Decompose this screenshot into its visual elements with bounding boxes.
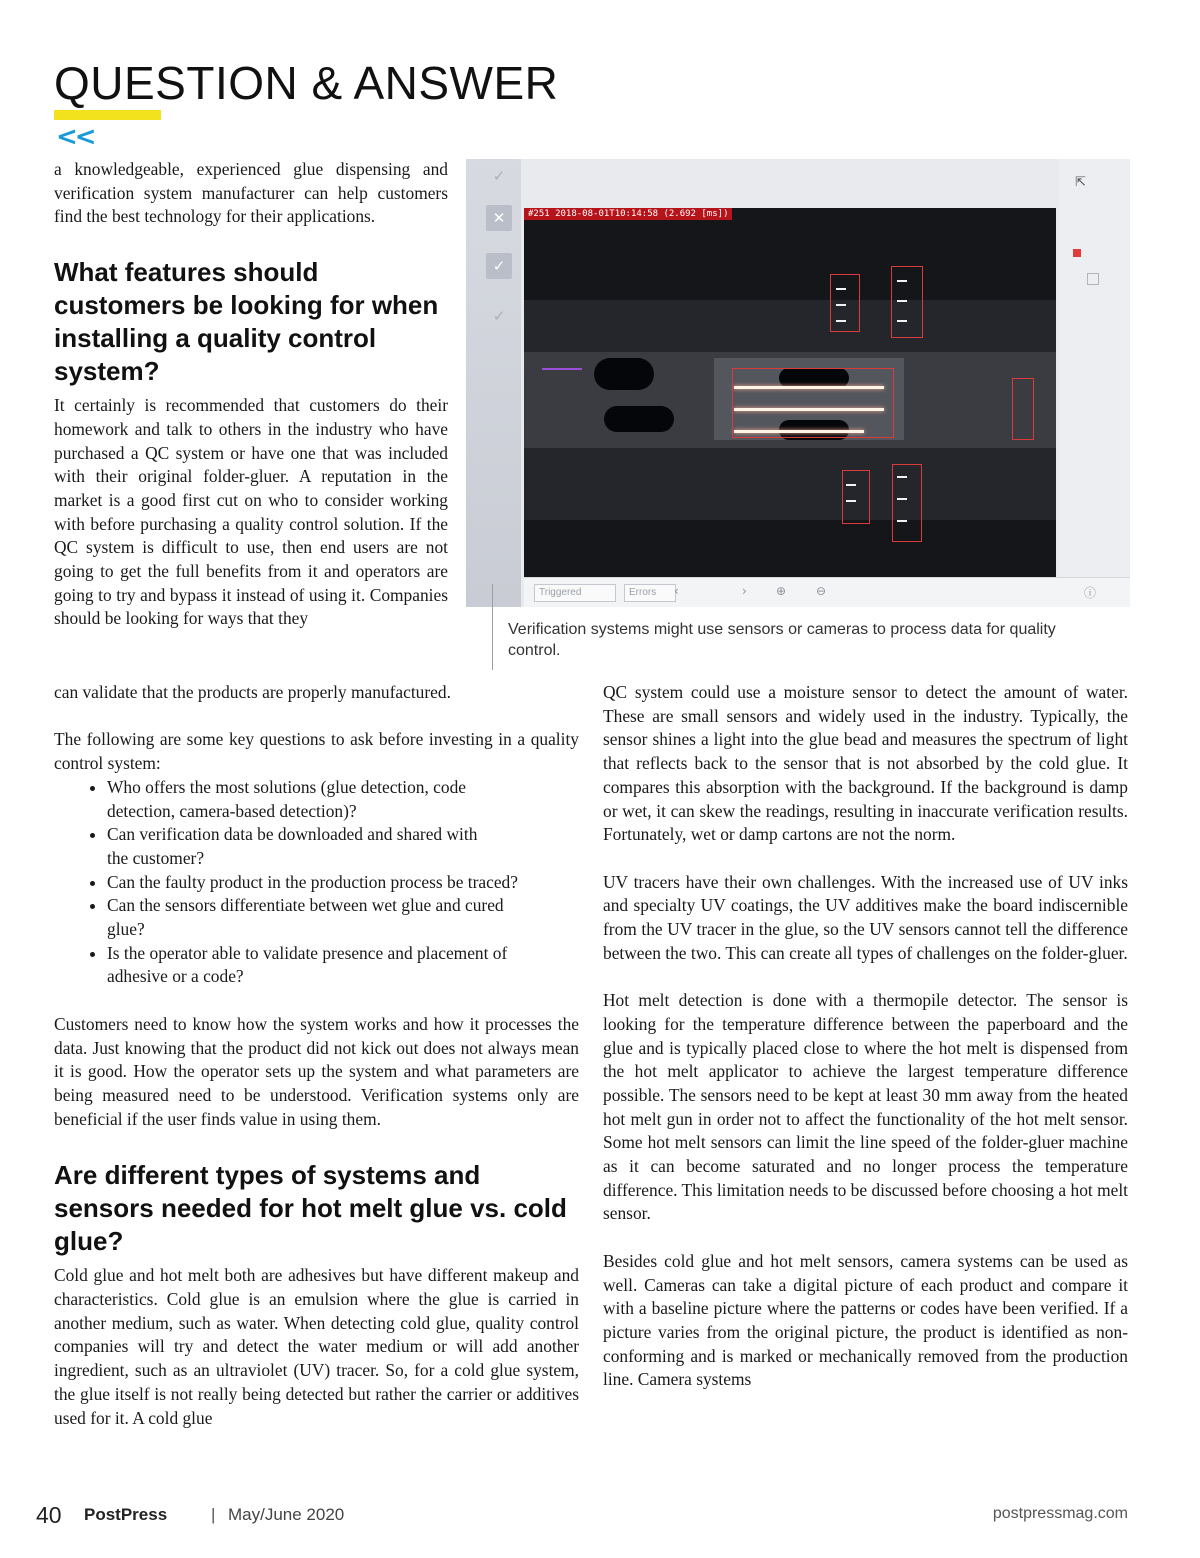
screen-toolbar (466, 159, 521, 607)
right-paragraph-3: Hot melt detection is done with a thermopile detector. The sensor is looking for the temperature difference between the paperboard and the glue and is typically placed close to where the hot melt is dispensed from the hot melt applicator to achieve the largest temperature difference possible. The sensors need to be kept at least 30 mm away from the heated hot melt gun in order not to affect the functionality of the hot melt sensor. Some hot melt sensors can limit the line speed of the folder-gluer machine as it can become saturated and no longer process the temperature difference. This limitation needs to be discussed before choosing a hot melt sensor. (603, 990, 1128, 1224)
question-1-paragraph-1-tail: can validate that the products are properly manufactured. (54, 682, 451, 702)
right-column (603, 681, 1128, 1392)
right-paragraph-2: UV tracers have their own challenges. With the increased use of UV inks and specialty UV coatings, the UV additives make the board indiscernible from the UV tracer in the glue, so the UV sensors cannot tell the difference between the two. This can create all types of challenges on the folder-gluer. (603, 871, 1128, 963)
back-chevrons-icon: << (56, 122, 94, 152)
window-icon (1087, 273, 1099, 285)
errors-filter-select: Errors (624, 584, 676, 602)
list-item: • Can the sensors differentiate between wet glue and cured glue? (107, 894, 527, 941)
trigger-filter-select: Triggered (534, 584, 616, 602)
camera-image (524, 208, 1056, 596)
page-number: 40 (36, 1502, 62, 1528)
check-icon: ✓ (492, 307, 506, 325)
caption-rule (492, 584, 493, 670)
question-1-paragraph-2: The following are some key questions to ask before investing in a quality control system: (54, 729, 579, 774)
issue-date: May/June 2020 (228, 1505, 345, 1524)
question-2-heading: Are different types of systems and sensors needed for hot melt glue vs. cold glue? (54, 1160, 567, 1257)
title-accent-bar (54, 110, 161, 120)
question-1-paragraph-3: Customers need to know how the system works and how it processes the data. Just knowing that the product did not kick out does not always mean it is good. How the operator sets up the system and what parameters are being measured need to be understood. Verification systems only are beneficial if the user finds value in using them. (54, 1013, 579, 1129)
left-column-top (54, 158, 448, 631)
right-paragraph-1: QC system could use a moisture sensor to detect the amount of water. These are small sensors and widely used in the industry. Typically, the sensor shines a light into the glue bead and measures the spectrum of light that reflects back to the sensor that is not absorbed by the cold glue. It compares this absorption with the background. If the background is damp or wet, it can skew the readings, resulting in inaccurate verification results. Fortunately, wet or damp cartons are not the norm. (603, 682, 1128, 845)
status-square-icon (1073, 249, 1081, 257)
previous-icon: ‹ (674, 584, 679, 598)
key-questions-list (54, 776, 579, 989)
close-icon: ✕ (486, 205, 512, 231)
pin-icon: ⇱ (1075, 175, 1086, 190)
image-timestamp: #251 2018-08-01T10:14:58 (2.692 [ms]) (524, 208, 732, 220)
check-icon: ✓ (492, 167, 506, 185)
list-item: • Is the operator able to validate presence and placement of adhesive or a code? (107, 942, 572, 989)
list-item: • Can the faulty product in the production process be traced? (107, 871, 579, 895)
verification-screen-photo (466, 159, 1130, 607)
question-2-paragraph-1: Cold glue and hot melt both are adhesives but have different makeup and characteristics. Cold glue is an emulsion where the glue is carried in another medium, such as water. When detecting cold glue, quality control companies will try and detect the water medium or will add another ingredient, such as an ultraviolet (UV) tracer. So, for a cold glue system, the glue itself is not really being detected but rather the carrier or additives used for it. A cold glue (54, 1265, 579, 1428)
question-1-paragraph-1: It certainly is recommended that customers do their homework and talk to others in the industry who have purchased a QC system or have one that was included with their original folder-gluer. A reputation in the market is a good first cut on who to consider working with before purchasing a quality control solution. If the QC system is difficult to use, then end users are not going to get the full benefits from it and operators are going to try and bypass it instead of using it. Companies should be looking for ways that they (54, 395, 448, 629)
list-item: • Who offers the most solutions (glue detection, code detection, camera-based detection)? (107, 776, 527, 823)
left-column-bottom (54, 681, 579, 1430)
magazine-name: PostPress (84, 1505, 168, 1524)
question-1-heading: What features should customers be looking for when installing a quality control system? (54, 257, 439, 387)
info-icon: ⓘ (1084, 586, 1097, 600)
zoom-in-icon: ⊕ (776, 584, 787, 598)
next-icon: › (742, 584, 747, 598)
website-url: postpressmag.com (992, 1505, 1128, 1522)
right-paragraph-4: Besides cold glue and hot melt sensors, camera systems can be used as well. Cameras can take a digital picture of each product and compare it with a baseline picture where the patterns or codes have been verified. If a picture varies from the original picture, the product is identified as non-conforming and is marked or mechanically removed from the production line. Camera systems (603, 1250, 1128, 1390)
photo-caption: Verification systems might use sensors or cameras to process data for quality control. (508, 621, 1056, 659)
check-icon: ✓ (486, 253, 512, 279)
intro-paragraph: a knowledgeable, experienced glue dispensing and verification system manufacturer can help customers find the best technology for their applications. (54, 159, 448, 227)
page-footer (36, 1502, 1128, 1530)
list-item: • Can verification data be downloaded and shared with the customer? (107, 823, 497, 870)
screen-side-panel (1059, 159, 1130, 607)
page-title: QUESTION & ANSWER (54, 57, 559, 109)
zoom-out-icon: ⊖ (816, 584, 827, 598)
footer-separator: | (211, 1505, 216, 1524)
screen-bottom-bar (524, 577, 1130, 607)
